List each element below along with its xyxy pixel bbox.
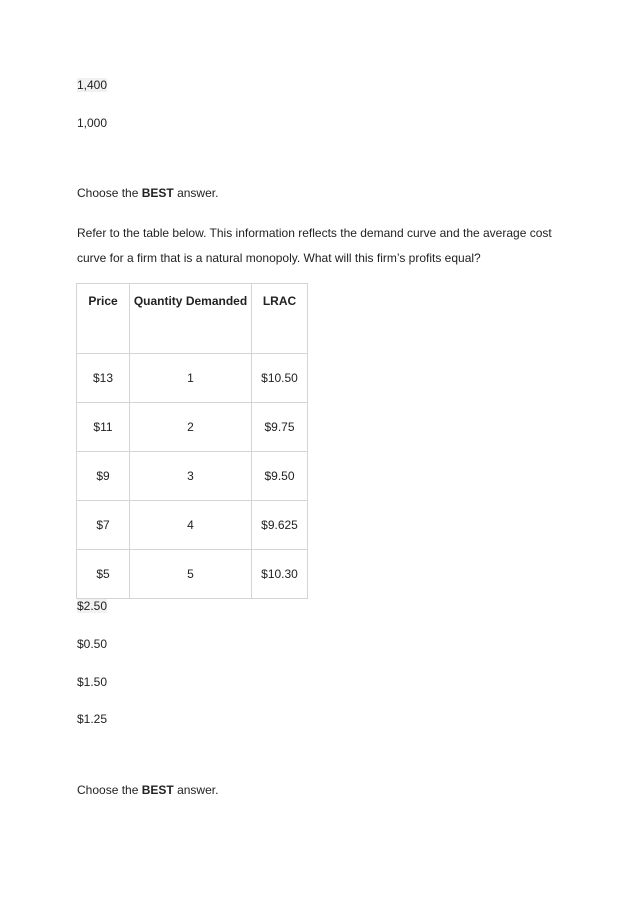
- answer-option[interactable]: [77, 78, 107, 93]
- answer-option[interactable]: [77, 116, 107, 131]
- table-cell: 5: [130, 550, 252, 599]
- table-cell: $13: [77, 354, 130, 403]
- table-cell: $9.75: [252, 403, 308, 452]
- table-row: [77, 501, 308, 550]
- answer-text: $2.50: [77, 599, 108, 613]
- instruction-text: Choose the BEST answer.: [77, 783, 219, 797]
- answer-option[interactable]: [77, 599, 107, 614]
- column-header: Quantity Demanded: [130, 284, 252, 354]
- table-cell: $10.30: [252, 550, 308, 599]
- table-row: [77, 403, 308, 452]
- table-row: [77, 354, 308, 403]
- table-row: [77, 550, 308, 599]
- table-row: [77, 452, 308, 501]
- table-cell: 2: [130, 403, 252, 452]
- table-cell: $9: [77, 452, 130, 501]
- question-text: Refer to the table below. This information reflects the demand curve and the average cost curve for a firm that is a natural monopoly. What will this firm’s profits equal?: [77, 226, 552, 265]
- answer-text: 1,000: [77, 116, 108, 130]
- table-cell: $10.50: [252, 354, 308, 403]
- table-cell: $5: [77, 550, 130, 599]
- table-cell: 4: [130, 501, 252, 550]
- answer-option[interactable]: [77, 637, 107, 652]
- table-cell: 3: [130, 452, 252, 501]
- answer-text: $1.25: [77, 712, 108, 726]
- table-cell: $9.50: [252, 452, 308, 501]
- table-cell: $11: [77, 403, 130, 452]
- table-cell: $7: [77, 501, 130, 550]
- table-header-row: [77, 284, 308, 354]
- table-cell: $9.625: [252, 501, 308, 550]
- answer-text: $1.50: [77, 675, 108, 689]
- instruction-text: Choose the BEST answer.: [77, 186, 219, 200]
- column-header: LRAC: [252, 284, 308, 354]
- column-header: Price: [77, 284, 130, 354]
- table-cell: 1: [130, 354, 252, 403]
- answer-option[interactable]: [77, 712, 107, 727]
- answer-option[interactable]: [77, 675, 107, 690]
- answer-text: 1,400: [77, 78, 108, 92]
- data-table: [76, 283, 308, 599]
- answer-text: $0.50: [77, 637, 108, 651]
